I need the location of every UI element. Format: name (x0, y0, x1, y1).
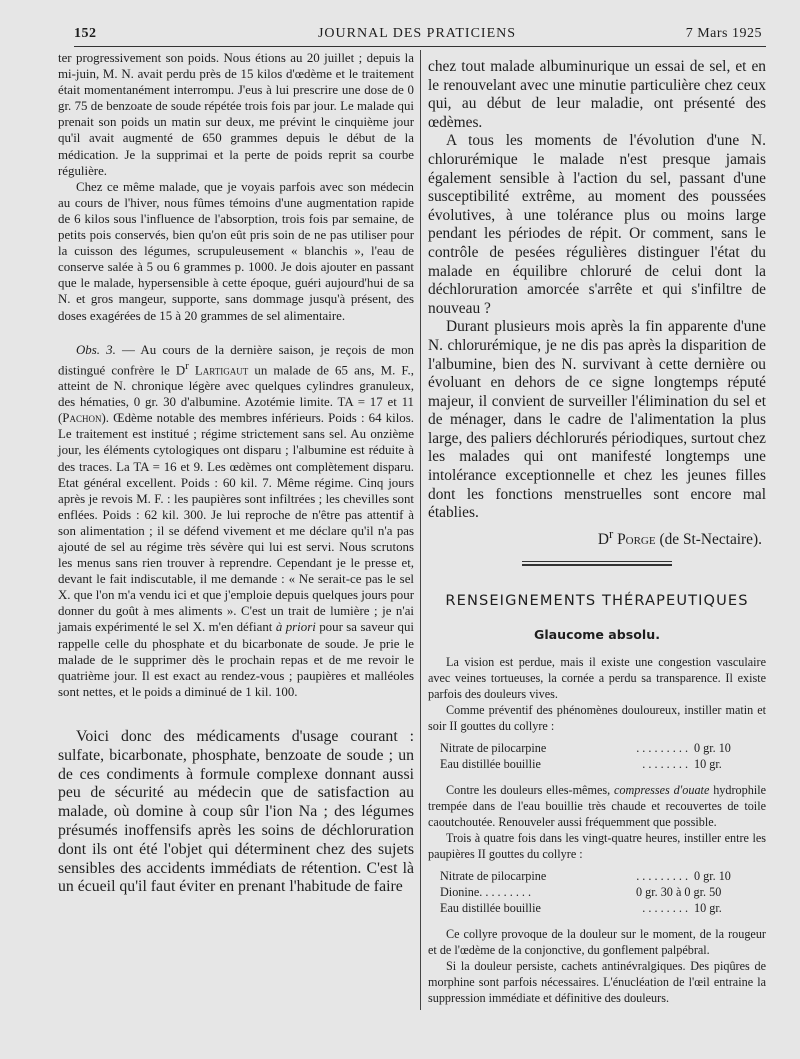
paragraph: ter progressivement son poids. Nous étions au 20 juillet ; depuis la mi-juin, M. N. avait perdu près de 15 kilos d'œdème et le traitement était momentanément interrompu. J'eus à lui prescrire une dose de 0 gr. 75 de benzoate de soude répétée trois fois par jour. Le malade qui prenait son poids un matin sur deux, me prévint le cinquième jour qu'il avait augmenté de 650 grammes depuis le début de la médication. Je la supprimai et la perte de poids reprit sa courbe régulière. (58, 51, 414, 178)
signature: $D^r$ Porge (de St-Nectaire). (597, 526, 762, 548)
prescription-line: Nitrate de pilocarpine . . . . . . . . . 0 gr. 10 (440, 740, 731, 755)
prescription-line: Eau distillée bouillie . . . . . . . . 10 gr. (440, 756, 722, 771)
right-column (428, 58, 766, 1006)
paragraph: Ce collyre provoque de la douleur sur le moment, de la rougeur et de l'œdème de la conjonctive, du gonflement palpébral. (428, 926, 766, 957)
subsection-title: Glaucome absolu. (533, 626, 660, 642)
header-rule (74, 46, 766, 47)
prescription-line: Nitrate de pilocarpine . . . . . . . . . 0 gr. 10 (440, 868, 731, 883)
paragraph: chez tout malade albuminurique un essai de sel, et en le renouvelant avec une minutie particulière chez ceux qui, au début de leur maladie, ont présenté des œdèmes. (428, 58, 766, 131)
column-divider (420, 50, 421, 1010)
section-title: RENSEIGNEMENTS THÉRAPEUTIQUES (445, 591, 749, 609)
paragraph: Si la douleur persiste, cachets antinévralgiques. Des piqûres de morphine sont parfois nécessaires. L'énucléation de l'œil entraine la suppression immédiate et définitive des douleurs. (428, 958, 766, 1005)
prescription-line: Eau distillée bouillie . . . . . . . . 10 gr. (440, 900, 722, 915)
paragraph: Comme préventif des phénomènes douloureux, instiller matin et soir II gouttes du collyre : (428, 702, 766, 733)
conclusion-paragraph: Voici donc des médicaments d'usage courant : sulfate, bicarbonate, phosphate, benzoate de soude ; un de ces condiments à formule complexe donnant aussi peu de sécurité au médecin que de satisfaction au malade, où domine à coup sûr l'ion Na ; des légumes présumés inoffensifs après les soins de déchloruration dont ils ont été l'objet qui déterminent chez des sujets sensibles des accidents immédiats de rétention. C'est là un écueil qu'il faut éviter en prenant l'habitude de faire (58, 727, 414, 896)
author-name: Lartigaut (188, 362, 249, 377)
paragraph: Durant plusieurs mois après la fin apparente d'une N. chlorurémique, je ne dis pas après la disparition de l'albumine, bien des N. survivant à cette dernière ou évoluant en dehors de ce signe longtemps réputé majeur, il convient de surveiller l'élimination du sel et de ménager, dans le cadre de l'alimentation la plus large, des paliers déchlorurés périodiques, surtout chez les malades qui ont manifesté longtemps une intolérance exceptionnelle et chez les jeunes filles dont les fonctions menstruelles sont encore mal établies. (428, 318, 766, 522)
page-number: 152 (74, 26, 97, 41)
obs-label: Obs. 3. (76, 342, 116, 357)
left-column (58, 50, 414, 897)
observation-3: Obs. 3. — Au cours de la dernière saison, je reçois de mon distingué confrère le $D^r$ Lartigaut un malade de 65 ans, M. F., atteint de N. chronique légère avec quelques cylindres granuleux, des hématies, 0 gr. 30 d'albumine. Azotémie limite. TA = 17 et 11 (Pachon). Œdème notable des membres inférieurs. Poids : 64 kilos. Le traitement est institué ; régime strictement sans sel. Au onzième jour, les éléments cytologiques ont disparu ; l'albumine est réduite à des traces. La TA = 16 et 9. Les œdèmes ont complètement disparu. Etat général excellent. Poids : 60 kil. 7. Même régime. Cinq jours après je revois M. F. : les paupières sont infiltrées ; les chevilles sont enflées. Poids : 62 kil. 300. Je lui reproche de n'être pas attentif à son alimentation ; il se défend vivement et me déclare qu'il n'a pas ajouté de sel au régime très sévère qui lui est servi. Nous scrutons les menus sans rien trouver à reprendre. Cependant je le presse et, devant le fait indiscutable, il me demande : « Ne serait-ce pas le sel X. que l'on m'a vendu ici et que j'emploie depuis quelques jours pour donner du goût à mes aliments ». C'est un trait de lumière ; je n'ai jamais expérimenté le sel X. m'en défiant à priori pour sa saveur qui rappelle celle du phosphate et du bicarbonate de soude. Je prie le malade de le supprimer dès le prochain repas et de me revoir le quatrième jour. Il est exact au rendez-vous ; paupières et malléoles sont nettes, et le poids a diminué de 1 kil. 100. (58, 342, 414, 699)
paragraph: Chez ce même malade, que je voyais parfois avec son médecin au cours de l'hiver, nous fûmes témoins d'une augmentation rapide de 6 kilos sous l'influence de l'absorption, trois fois par semaine, de petits pois conservés, bien qu'on eût pris soin de ne pas utiliser pour la cuisson des légumes, scrupuleusement « blanchis », l'eau de conserve salée à 5 ou 6 grammes p. 1000. Je dois ajouter en passant que le malade, hypersensible à cette époque, guéri aujourd'hui de sa N. et gros mangeur, supporte, sans dommage jusqu'à présent, des doses exagérées de 15 à 20 grammes de sel alimentaire. (58, 179, 414, 323)
separator-rule (522, 564, 672, 566)
page-header (70, 24, 764, 46)
prescription-line: Dionine . . . . . . . . . 0 gr. 30 à 0 gr. 50 (440, 884, 722, 899)
issue-date: 7 Mars 1925 (685, 26, 762, 41)
paragraph: Contre les douleurs elles-mêmes, compresses d'ouate hydrophile trempée dans de l'eau bouillie très chaude et recouvertes de toile caoutchoutée. Renouveler aussi fréquemment que possible. (428, 782, 766, 829)
paragraph: A tous les moments de l'évolution d'une N. chlorurémique le malade n'est presque jamais également sensible à l'action du sel, passant d'une susceptibilité extrême, au moment des poussées évolutives, à une tolérance plus ou moins large pendant les périodes de répit. Or comment, sans le contrôle de pesées régulières distinguer l'état du malade en équilibre chloruré de celui dont la déchloruration amorcée s'arrête et qui s'infiltre de nouveau ? (428, 132, 766, 317)
journal-title: JOURNAL DES PRATICIENS (317, 26, 517, 41)
paragraph: Trois à quatre fois dans les vingt-quatre heures, instiller entre les paupières II gouttes du collyre : (428, 830, 766, 861)
paragraph: La vision est perdue, mais il existe une congestion vasculaire avec veines tortueuses, la cornée a perdu sa transparence. Il existe parfois des douleurs vives. (428, 654, 766, 701)
prescription-2 (428, 868, 766, 916)
separator-rule (522, 561, 672, 562)
prescription-1 (428, 740, 766, 772)
